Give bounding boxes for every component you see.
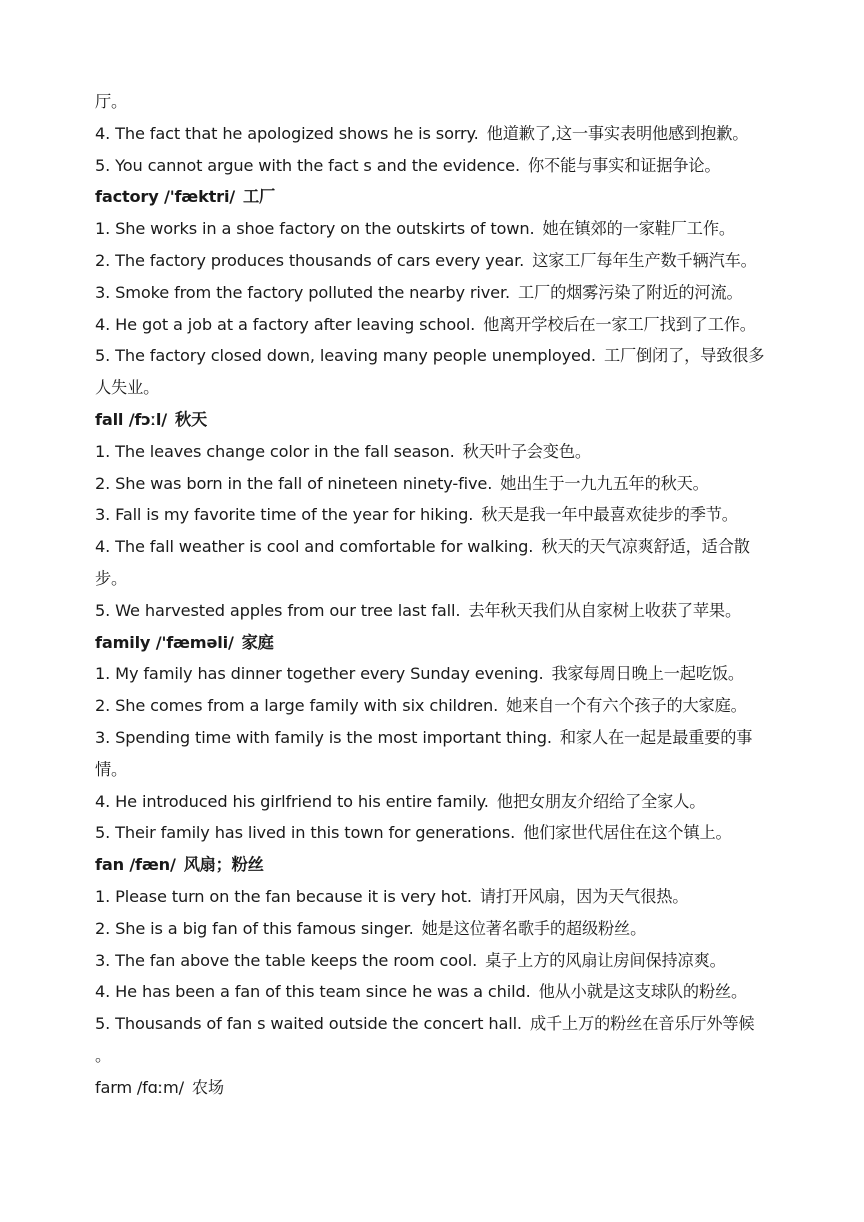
sentence-en: 4. The fact that he apologized shows he is sorry.: [95, 123, 479, 143]
example-sentence: [95, 881, 785, 913]
headword: fall: [95, 409, 124, 429]
sentence-en: 4. He introduced his girlfriend to his entire family.: [95, 791, 489, 811]
phonetic: /fɔːl/: [128, 409, 167, 429]
sentence-en: 2. She was born in the fall of nineteen ninety-five.: [95, 473, 493, 493]
sentence-en: 1. Please turn on the fan because it is very hot.: [95, 886, 472, 906]
sentence-en: 情。: [95, 759, 128, 779]
sentence-en: 3. Fall is my favorite time of the year for hiking.: [95, 505, 474, 525]
phonetic: /fɑːm/: [136, 1077, 184, 1097]
word-heading-fall: [95, 404, 785, 436]
example-sentence: [95, 913, 785, 945]
sentence-zh: 秋天叶子会变色。: [462, 441, 591, 461]
sentence-en: 5. The factory closed down, leaving many people unemployed.: [95, 346, 596, 366]
meaning: 家庭: [241, 632, 274, 652]
example-sentence: [95, 976, 785, 1008]
example-sentence: [95, 531, 785, 563]
sentence-en: 步。: [95, 568, 128, 588]
sentence-zh: 你不能与事实和证据争论。: [528, 155, 721, 175]
phonetic: /fæn/: [129, 855, 176, 875]
sentence-en: 2. The factory produces thousands of cars every year.: [95, 250, 525, 270]
phonetic: /'fæktri/: [164, 187, 236, 207]
sentence-en: 5. You cannot argue with the fact s and the evidence.: [95, 155, 520, 175]
sentence-zh: 和家人在一起是最重要的事: [559, 727, 753, 747]
sentence-zh: 她在镇郊的一家鞋厂工作。: [542, 219, 735, 239]
sentence-en: 4. He has been a fan of this team since he was a child.: [95, 982, 531, 1002]
sentence-en: 3. Spending time with family is the most important thing.: [95, 727, 552, 747]
word-heading-farm: [95, 1072, 785, 1104]
phonetic: /'fæməli/: [155, 632, 234, 652]
headword: farm: [95, 1077, 132, 1097]
sentence-zh: 秋天的天气凉爽舒适，适合散: [541, 537, 750, 557]
sentence-en: 2. She is a big fan of this famous singer.: [95, 918, 414, 938]
example-sentence: [95, 468, 785, 500]
example-sentence: [95, 499, 785, 531]
example-sentence: [95, 722, 785, 754]
example-sentence: [95, 213, 785, 245]
sentence-zh: 桌子上方的风扇让房间保持凉爽。: [485, 950, 726, 970]
example-sentence: [95, 340, 785, 372]
sentence-zh: 这家工厂每年生产数千辆汽车。: [532, 250, 757, 270]
sentence-en: 3. The fan above the table keeps the room cool.: [95, 950, 478, 970]
sentence-zh: 去年秋天我们从自家树上收获了苹果。: [468, 600, 741, 620]
example-sentence: [95, 658, 785, 690]
sentence-zh: 他们家世代居住在这个镇上。: [523, 823, 732, 843]
sentence-en: 1. The leaves change color in the fall season.: [95, 441, 455, 461]
example-sentence: [95, 595, 785, 627]
sentence-zh: 秋天是我一年中最喜欢徒步的季节。: [481, 505, 738, 525]
example-sentence: [95, 277, 785, 309]
sentence-zh: 他离开学校后在一家工厂找到了工作。: [483, 314, 756, 334]
sentence-zh: 他把女朋友介绍给了全家人。: [496, 791, 706, 811]
sentence-en: 4. The fall weather is cool and comfortable for walking.: [95, 537, 534, 557]
sentence-zh: 成千上万的粉丝在音乐厅外等候: [529, 1014, 755, 1034]
sentence-en: 3. Smoke from the factory polluted the nearby river.: [95, 282, 510, 302]
meaning: 农场: [191, 1077, 224, 1097]
meaning: 工厂: [243, 187, 276, 207]
text-line: [95, 372, 785, 404]
sentence-en: 5. Thousands of fan s waited outside the concert hall.: [95, 1014, 522, 1034]
sentence-zh: 请打开风扇，因为天气很热。: [479, 886, 689, 906]
sentence-en: 。: [95, 1045, 112, 1065]
sentence-zh: 他道歉了,这一事实表明他感到抱歉。: [486, 123, 749, 143]
sentence-en: 2. She comes from a large family with six children.: [95, 696, 499, 716]
sentence-en: 1. She works in a shoe factory on the outskirts of town.: [95, 219, 535, 239]
sentence-en: 5. Their family has lived in this town for generations.: [95, 823, 516, 843]
text-line: [95, 754, 785, 786]
sentence-en: 5. We harvested apples from our tree last fall.: [95, 600, 461, 620]
sentence-en: 人失业。: [95, 378, 160, 398]
example-sentence: [95, 245, 785, 277]
headword: family: [95, 632, 151, 652]
sentence-zh: 她出生于一九九五年的秋天。: [500, 473, 709, 493]
meaning: 风扇；粉丝: [183, 855, 264, 875]
example-sentence: [95, 817, 785, 849]
sentence-zh: 我家每周日晚上一起吃饭。: [551, 664, 744, 684]
meaning: 秋天: [174, 409, 207, 429]
example-sentence: [95, 786, 785, 818]
text-line: [95, 563, 785, 595]
sentence-en: 厅。: [95, 92, 128, 111]
example-sentence: [95, 150, 785, 182]
vocabulary-list: [95, 86, 785, 1104]
sentence-zh: 她是这位著名歌手的超级粉丝。: [421, 918, 647, 938]
word-heading-factory: [95, 181, 785, 213]
sentence-zh: 工厂的烟雾污染了附近的河流。: [518, 282, 743, 302]
example-sentence: [95, 690, 785, 722]
sentence-zh: 他从小就是这支球队的粉丝。: [538, 982, 748, 1002]
example-sentence: [95, 1008, 785, 1040]
text-line: [95, 86, 785, 118]
text-line: [95, 1040, 785, 1072]
word-heading-family: [95, 627, 785, 659]
example-sentence: [95, 309, 785, 341]
sentence-zh: 她来自一个有六个孩子的大家庭。: [506, 696, 747, 716]
example-sentence: [95, 436, 785, 468]
sentence-zh: 工厂倒闭了，导致很多: [603, 346, 765, 366]
example-sentence: [95, 945, 785, 977]
example-sentence: [95, 118, 785, 150]
sentence-en: 1. My family has dinner together every Sunday evening.: [95, 664, 544, 684]
headword: fan: [95, 855, 124, 875]
headword: factory: [95, 187, 159, 207]
word-heading-fan: [95, 849, 785, 881]
sentence-en: 4. He got a job at a factory after leaving school.: [95, 314, 476, 334]
